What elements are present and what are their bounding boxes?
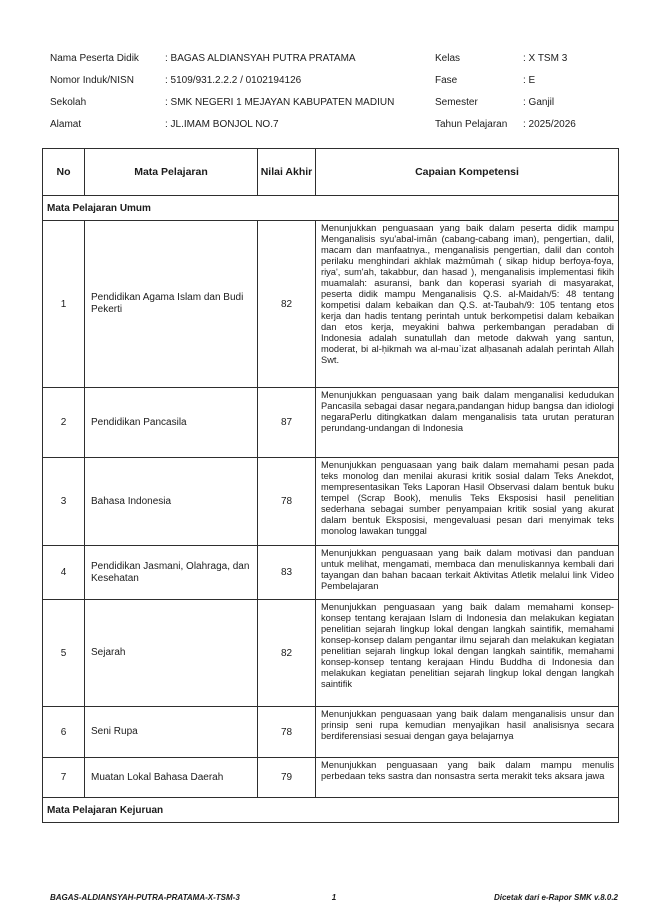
footer-student-tag: BAGAS-ALDIANSYAH-PUTRA-PRATAMA-X-TSM-3 bbox=[50, 893, 240, 902]
row-number: 7 bbox=[43, 758, 85, 798]
value-fase: : E bbox=[523, 75, 536, 86]
info-row-nisn bbox=[50, 70, 435, 92]
value-nisn: : 5109/931.2.2.2 / 0102194126 bbox=[165, 75, 302, 86]
final-score: 78 bbox=[258, 707, 316, 758]
competency-description: Menunjukkan penguasaan yang baik dalam menganalisis unsur dan prinsip seni rupa kemudian menyajikan hasil analisisnya secara berdiferensiasi sesuai dengan gaya belajarnya bbox=[316, 707, 619, 758]
subject-name: Pendidikan Jasmani, Olahraga, dan Kesehatan bbox=[85, 546, 258, 600]
label-semester: Semester bbox=[435, 97, 478, 108]
label-sekolah: Sekolah bbox=[50, 97, 87, 108]
final-score: 78 bbox=[258, 458, 316, 546]
table-row bbox=[43, 758, 619, 798]
page-footer bbox=[50, 893, 618, 902]
table-row bbox=[43, 546, 619, 600]
row-number: 6 bbox=[43, 707, 85, 758]
row-number: 3 bbox=[43, 458, 85, 546]
row-number: 5 bbox=[43, 600, 85, 707]
table-row bbox=[43, 458, 619, 546]
table-row bbox=[43, 388, 619, 458]
student-info-left bbox=[50, 48, 435, 136]
row-number: 2 bbox=[43, 388, 85, 458]
competency-description: Menunjukkan penguasaan yang baik dalam menganalisi kedudukan Pancasila sebagai dasar negara,pandangan hidup bangsa dan idiologi negaraPerlu ditingkatkan dalam menganalisis tata urutan peraturan perundang-undangan di Indonesia bbox=[316, 388, 619, 458]
value-alamat: : JL.IMAM BONJOL NO.7 bbox=[165, 119, 279, 130]
student-info-right bbox=[435, 48, 618, 136]
section-row-kejuruan bbox=[43, 798, 619, 823]
value-sekolah: : SMK NEGERI 1 MEJAYAN KABUPATEN MADIUN bbox=[165, 97, 395, 108]
final-score: 83 bbox=[258, 546, 316, 600]
competency-description: Menunjukkan penguasaan yang baik dalam peserta didik mampu Menganalisis syu'abal-imān (cabang-cabang iman), pengertian, dalil, macam dan manfaatnya., menganalisis pengertian, dalil dan contoh perilaku menghindari akhlak mażmūmah ( sikap hidup berfoya-foya, riya', sum'ah, takabbur, dan hasad ), menganalisis implementasi fikih muamalah: asuransi, bank dan koperasi syariah di masyarakat, peserta didik mampu Menganalisis Q.S. al-Maidah/5: 48 tentang kompetisi dalam kebaikan dan Q.S. at-Taubah/9: 105 tentang etos kerja dan hadis tentang perintah untuk berkompetisi dalam kebaikan dan etos kerja, meyakini bahwa perkembangan peradaban di Indonesia adalah sunatullah dan metode dakwah yang santun, moderat, bi al-ḥikmah wa al-mau`izat alḥasanah adalah perintah Allah Swt. bbox=[316, 221, 619, 388]
final-score: 87 bbox=[258, 388, 316, 458]
col-header-score: Nilai Akhir bbox=[258, 149, 316, 196]
grades-table bbox=[42, 148, 619, 823]
label-fase: Fase bbox=[435, 75, 458, 86]
col-header-competency: Capaian Kompetensi bbox=[316, 149, 619, 196]
col-header-no: No bbox=[43, 149, 85, 196]
final-score: 82 bbox=[258, 600, 316, 707]
label-nama: Nama Peserta Didik bbox=[50, 53, 139, 64]
table-header-row bbox=[43, 149, 619, 196]
info-row-tahun bbox=[435, 114, 618, 136]
subject-name: Sejarah bbox=[85, 600, 258, 707]
value-semester: : Ganjil bbox=[523, 97, 555, 108]
label-tahun: Tahun Pelajaran bbox=[435, 119, 508, 130]
col-header-subject: Mata Pelajaran bbox=[85, 149, 258, 196]
subject-name: Seni Rupa bbox=[85, 707, 258, 758]
table-row bbox=[43, 600, 619, 707]
table-row bbox=[43, 221, 619, 388]
info-row-semester bbox=[435, 92, 618, 114]
info-row-fase bbox=[435, 70, 618, 92]
subject-name: Pendidikan Pancasila bbox=[85, 388, 258, 458]
footer-print-note: Dicetak dari e-Rapor SMK v.8.0.2 bbox=[493, 893, 619, 902]
page-number: 1 bbox=[331, 893, 337, 902]
label-alamat: Alamat bbox=[50, 119, 82, 130]
info-row-nama bbox=[50, 48, 435, 70]
value-nama: : BAGAS ALDIANSYAH PUTRA PRATAMA bbox=[165, 53, 356, 64]
section-label-kejuruan: Mata Pelajaran Kejuruan bbox=[43, 798, 619, 823]
info-row-alamat bbox=[50, 114, 435, 136]
section-row-umum bbox=[43, 196, 619, 221]
subject-name: Muatan Lokal Bahasa Daerah bbox=[85, 758, 258, 798]
competency-description: Menunjukkan penguasaan yang baik dalam memahami konsep-konsep tentang kerajaan Islam di Indonesia dan melakukan kegiatan penelitian sejarah lingkup lokal dengan langkah saintifik, memahami konsep-konsep dalam pengantar ilmu sejarah dan melakukan kegiatan penelitian sejarah lingkup lokal dengan langkah saintifik, memahami konsep-konsep tentang kerajaan Hindu Buddha di Indonesia dan melakukan kegiatan penelitian sejarah lingkup lokal dengan langkah saintifik bbox=[316, 600, 619, 707]
value-tahun: : 2025/2026 bbox=[523, 119, 576, 130]
competency-description: Menunjukkan penguasaan yang baik dalam mampu menulis perbedaan teks sastra dan nonsastra serta merakit teks aksara jawa bbox=[316, 758, 619, 798]
info-row-kelas bbox=[435, 48, 618, 70]
value-kelas: : X TSM 3 bbox=[523, 53, 568, 64]
final-score: 82 bbox=[258, 221, 316, 388]
final-score: 79 bbox=[258, 758, 316, 798]
student-info bbox=[50, 48, 618, 136]
label-nisn: Nomor Induk/NISN bbox=[50, 75, 134, 86]
competency-description: Menunjukkan penguasaan yang baik dalam motivasi dan panduan untuk melihat, mengamati, membaca dan menuliskannya kembali dari tayangan dan bahan bacaan terkait Aktivitas Atletik melalui link Video Pembelajaran bbox=[316, 546, 619, 600]
info-row-sekolah bbox=[50, 92, 435, 114]
table-row bbox=[43, 707, 619, 758]
label-kelas: Kelas bbox=[435, 53, 461, 64]
section-label-umum: Mata Pelajaran Umum bbox=[43, 196, 619, 221]
competency-description: Menunjukkan penguasaan yang baik dalam memahami pesan pada teks monolog dan menilai akurasi kritik sosial dalam Teks Anekdot, mempresentasikan Teks Laporan Hasil Observasi dalam bentuk buku tempel (Scrap Book), menulis Teks Eksposisi hasil penelitian sederhana sebagai sumber penyampaian kritik sosial yang akurat dalam bentuk Eksposisi, mengevaluasi pesan dari menyimak teks monolog lawakan tunggal bbox=[316, 458, 619, 546]
row-number: 4 bbox=[43, 546, 85, 600]
subject-name: Bahasa Indonesia bbox=[85, 458, 258, 546]
row-number: 1 bbox=[43, 221, 85, 388]
subject-name: Pendidikan Agama Islam dan Budi Pekerti bbox=[85, 221, 258, 388]
